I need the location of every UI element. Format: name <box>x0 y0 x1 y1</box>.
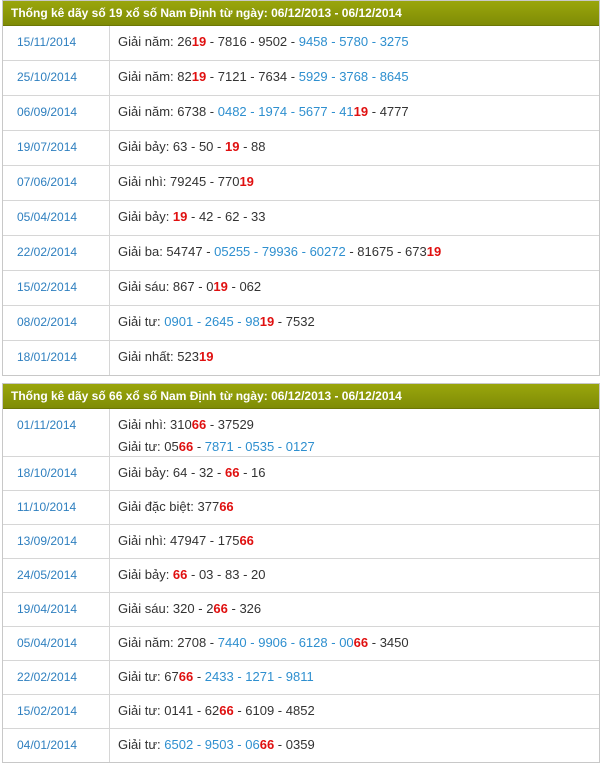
separator: - <box>233 669 246 684</box>
separator: - <box>246 34 259 49</box>
prize-line <box>118 173 599 190</box>
prize-line <box>118 600 599 617</box>
separator: - <box>193 669 205 684</box>
prize-label: Giải bảy: <box>118 209 173 224</box>
table-row <box>3 661 599 695</box>
highlight-match: 19 <box>198 349 214 364</box>
lottery-number <box>173 567 187 582</box>
prize-line <box>118 438 599 455</box>
lottery-number: 47947 <box>170 533 207 548</box>
table-row <box>3 131 599 166</box>
table-row <box>3 695 599 729</box>
separator: - <box>287 635 299 650</box>
lottery-number: 062 <box>239 279 262 294</box>
lottery-number: 31066 <box>170 417 207 432</box>
lottery-number: 4777 <box>379 104 409 119</box>
separator: - <box>239 567 252 582</box>
separator: - <box>213 567 225 582</box>
highlight-match: 19 <box>224 139 240 154</box>
lottery-number: 67319 <box>405 244 442 259</box>
lottery-number: 6109 <box>245 703 275 718</box>
prize-cell <box>110 729 599 762</box>
lottery-number: 6502 <box>164 737 194 752</box>
lottery-number: 0666 <box>245 737 275 752</box>
prize-label: Giải ba: <box>118 244 167 259</box>
prize-cell <box>110 695 599 728</box>
separator: - <box>327 635 340 650</box>
stats-section-66 <box>2 383 600 763</box>
lottery-number: 60272 <box>309 244 346 259</box>
lottery-number: 03 <box>198 567 214 582</box>
lottery-number: 83 <box>224 567 240 582</box>
prize-label: Giải đặc biệt: <box>118 499 198 514</box>
lottery-number: 64 <box>172 465 188 480</box>
lottery-number: 4119 <box>339 104 369 119</box>
lottery-number: 4852 <box>285 703 315 718</box>
separator: - <box>239 209 252 224</box>
highlight-match: 19 <box>191 69 207 84</box>
prize-label: Giải tư: <box>118 669 165 684</box>
table-row <box>3 593 599 627</box>
lottery-number: 33 <box>251 209 266 224</box>
lottery-number: 5929 <box>298 69 328 84</box>
draw-date-link[interactable]: 19/07/2014 <box>3 131 110 165</box>
lottery-number: 0066 <box>339 635 369 650</box>
separator: - <box>246 635 259 650</box>
table-row <box>3 341 599 375</box>
separator: - <box>327 104 340 119</box>
prize-label: Giải bảy: <box>118 567 173 582</box>
table-row <box>3 166 599 201</box>
separator: - <box>327 69 340 84</box>
prize-cell <box>110 627 599 660</box>
separator: - <box>213 465 225 480</box>
separator: - <box>187 209 199 224</box>
lottery-number: 0127 <box>285 439 315 454</box>
highlight-match: 66 <box>213 601 228 616</box>
prize-cell <box>110 96 599 130</box>
draw-date-link[interactable]: 05/04/2014 <box>3 201 110 235</box>
highlight-match: 19 <box>353 104 369 119</box>
lottery-number: 32 <box>198 465 214 480</box>
lottery-number: 88 <box>251 139 266 154</box>
separator: - <box>206 533 218 548</box>
separator: - <box>368 34 380 49</box>
prize-line <box>118 566 599 583</box>
prize-line <box>118 103 599 120</box>
lottery-number: 79245 <box>170 174 207 189</box>
highlight-match: 66 <box>178 669 194 684</box>
table-row <box>3 627 599 661</box>
separator: - <box>202 244 215 259</box>
results-table <box>3 409 599 762</box>
lottery-number: 9458 <box>298 34 328 49</box>
prize-cell <box>110 661 599 694</box>
highlight-match: 66 <box>178 439 194 454</box>
draw-date-link[interactable]: 22/02/2014 <box>3 661 110 694</box>
prize-label: Giải bảy: <box>118 465 173 480</box>
draw-date-link[interactable]: 15/11/2014 <box>3 26 110 60</box>
section-title: Thống kê dãy số 19 xổ số Nam Định từ ngày: 06/12/2013 - 06/12/2014 <box>3 1 599 26</box>
prize-line <box>118 668 599 685</box>
prize-cell <box>110 491 599 524</box>
prize-line <box>118 138 599 155</box>
highlight-match: 66 <box>172 567 188 582</box>
separator: - <box>274 703 286 718</box>
separator: - <box>227 279 240 294</box>
separator: - <box>193 439 205 454</box>
lottery-number: 7871 <box>204 439 234 454</box>
lottery-number: 320 <box>172 601 195 616</box>
prize-line <box>118 498 599 515</box>
lottery-number: 1271 <box>245 669 275 684</box>
highlight-match: 66 <box>224 465 240 480</box>
prize-label: Giải sáu: <box>118 279 173 294</box>
lottery-number: 2645 <box>204 314 234 329</box>
separator: - <box>213 209 225 224</box>
prize-label: Giải nhất: <box>118 349 178 364</box>
prize-line <box>118 416 599 433</box>
lottery-number: 5780 <box>339 34 369 49</box>
prize-line <box>118 464 599 481</box>
lottery-number: 2619 <box>177 34 207 49</box>
lottery-number: 9819 <box>245 314 275 329</box>
prize-label: Giải tư: <box>118 439 165 454</box>
lottery-number: 9906 <box>258 635 288 650</box>
lottery-number: 37766 <box>197 499 234 514</box>
draw-date-link[interactable]: 24/05/2014 <box>3 559 110 592</box>
separator: - <box>187 567 199 582</box>
separator: - <box>274 669 286 684</box>
lottery-number: 5677 <box>298 104 328 119</box>
separator: - <box>287 104 299 119</box>
prize-label: Giải năm: <box>118 635 178 650</box>
lottery-number: 8219 <box>177 69 207 84</box>
prize-line <box>118 208 599 225</box>
separator: - <box>206 104 218 119</box>
prize-label: Giải bảy: <box>118 139 173 154</box>
highlight-match: 66 <box>353 635 369 650</box>
lottery-number: 9811 <box>285 669 314 684</box>
lottery-number: 0566 <box>164 439 194 454</box>
separator: - <box>206 69 218 84</box>
lottery-number <box>225 139 239 154</box>
prize-cell <box>110 457 599 490</box>
separator: - <box>345 244 358 259</box>
separator: - <box>368 635 380 650</box>
separator: - <box>206 417 218 432</box>
lottery-number: 6128 <box>298 635 328 650</box>
lottery-number: 9503 <box>204 737 234 752</box>
lottery-number: 2708 <box>177 635 207 650</box>
separator: - <box>227 601 240 616</box>
prize-label: Giải năm: <box>118 34 178 49</box>
table-row <box>3 409 599 457</box>
table-row <box>3 525 599 559</box>
prize-cell <box>110 26 599 60</box>
lottery-number: 7121 <box>217 69 247 84</box>
table-row <box>3 457 599 491</box>
separator: - <box>206 635 218 650</box>
prize-cell <box>110 61 599 95</box>
separator: - <box>194 601 207 616</box>
prize-label: Giải nhì: <box>118 174 171 189</box>
separator: - <box>213 139 225 154</box>
highlight-match: 66 <box>219 703 234 718</box>
prize-line <box>118 68 599 85</box>
lottery-number: 6766 <box>164 669 194 684</box>
lottery-number: 50 <box>198 139 214 154</box>
separator: - <box>233 703 246 718</box>
separator: - <box>193 314 205 329</box>
lottery-number: 6738 <box>177 104 207 119</box>
separator: - <box>250 244 262 259</box>
draw-date-link[interactable]: 07/06/2014 <box>3 166 110 200</box>
prize-cell <box>110 559 599 592</box>
lottery-number: 54747 <box>166 244 203 259</box>
prize-cell <box>110 306 599 340</box>
lottery-number: 52319 <box>177 349 214 364</box>
draw-date-link[interactable]: 18/10/2014 <box>3 457 110 490</box>
draw-date-link[interactable]: 06/09/2014 <box>3 96 110 130</box>
lottery-number <box>225 465 239 480</box>
separator: - <box>194 279 207 294</box>
table-row <box>3 729 599 762</box>
prize-label: Giải sáu: <box>118 601 173 616</box>
lottery-number: 16 <box>251 465 266 480</box>
draw-date-link[interactable]: 19/04/2014 <box>3 593 110 626</box>
lottery-number: 867 <box>172 279 195 294</box>
prize-cell <box>110 341 599 375</box>
separator: - <box>393 244 406 259</box>
lottery-number: 42 <box>198 209 214 224</box>
prize-line <box>118 243 599 260</box>
lottery-number: 62 <box>224 209 240 224</box>
draw-date-link[interactable]: 01/11/2014 <box>3 409 110 456</box>
highlight-match: 66 <box>219 499 234 514</box>
lottery-number: 20 <box>251 567 266 582</box>
highlight-match: 66 <box>259 737 275 752</box>
prize-cell <box>110 271 599 305</box>
lottery-number: 3275 <box>379 34 409 49</box>
lottery-number: 7634 <box>258 69 288 84</box>
lottery-number: 7440 <box>217 635 247 650</box>
lottery-number: 3768 <box>339 69 369 84</box>
lottery-number: 0482 <box>217 104 247 119</box>
prize-label: Giải tư: <box>118 737 165 752</box>
separator: - <box>274 314 286 329</box>
prize-label: Giải nhì: <box>118 533 171 548</box>
prize-line <box>118 278 599 295</box>
lottery-number: 37529 <box>217 417 254 432</box>
lottery-number <box>173 209 187 224</box>
prize-cell <box>110 593 599 626</box>
separator: - <box>187 465 199 480</box>
separator: - <box>246 104 259 119</box>
lottery-number: 1974 <box>258 104 288 119</box>
table-row <box>3 491 599 525</box>
lottery-number: 17566 <box>217 533 254 548</box>
table-row <box>3 271 599 306</box>
table-row <box>3 96 599 131</box>
highlight-match: 19 <box>191 34 207 49</box>
draw-date-link[interactable]: 15/02/2014 <box>3 695 110 728</box>
draw-date-link[interactable]: 25/10/2014 <box>3 61 110 95</box>
separator: - <box>206 174 218 189</box>
prize-line <box>118 702 599 719</box>
separator: - <box>287 34 299 49</box>
highlight-match: 19 <box>426 244 442 259</box>
prize-line <box>118 634 599 651</box>
separator: - <box>233 314 246 329</box>
lottery-number: 2433 <box>204 669 234 684</box>
lottery-number: 0359 <box>285 737 315 752</box>
prize-line <box>118 33 599 50</box>
draw-date-link[interactable]: 04/01/2014 <box>3 729 110 762</box>
table-row <box>3 559 599 593</box>
table-row <box>3 201 599 236</box>
separator: - <box>368 69 380 84</box>
lottery-number: 77019 <box>217 174 254 189</box>
lottery-number: 8645 <box>379 69 409 84</box>
lottery-number: 7532 <box>285 314 315 329</box>
lottery-number: 0901 <box>164 314 194 329</box>
prize-cell <box>110 201 599 235</box>
prize-cell <box>110 236 599 270</box>
highlight-match: 66 <box>239 533 254 548</box>
section-title: Thống kê dãy số 66 xổ số Nam Định từ ngày: 06/12/2013 - 06/12/2014 <box>3 384 599 409</box>
results-table <box>3 26 599 375</box>
lottery-number: 019 <box>206 279 228 294</box>
prize-cell <box>110 409 599 456</box>
draw-date-link[interactable]: 15/02/2014 <box>3 271 110 305</box>
separator: - <box>274 439 286 454</box>
table-row <box>3 236 599 271</box>
lottery-number: 6266 <box>204 703 234 718</box>
separator: - <box>187 139 199 154</box>
draw-date-link[interactable]: 08/02/2014 <box>3 306 110 340</box>
separator: - <box>233 439 246 454</box>
table-row <box>3 306 599 341</box>
separator: - <box>298 244 310 259</box>
highlight-match: 19 <box>259 314 275 329</box>
draw-date-link[interactable]: 13/09/2014 <box>3 525 110 558</box>
lottery-number: 266 <box>206 601 228 616</box>
separator: - <box>239 139 252 154</box>
stats-section-19 <box>2 0 600 376</box>
lottery-number: 79936 <box>261 244 299 259</box>
prize-line <box>118 313 599 330</box>
prize-label: Giải nhì: <box>118 417 171 432</box>
lottery-number: 05255 <box>214 244 251 259</box>
separator: - <box>287 69 299 84</box>
prize-line <box>118 736 599 753</box>
highlight-match: 19 <box>213 279 228 294</box>
prize-cell <box>110 166 599 200</box>
draw-date-link[interactable]: 05/04/2014 <box>3 627 110 660</box>
prize-cell <box>110 131 599 165</box>
highlight-match: 19 <box>172 209 188 224</box>
separator: - <box>327 34 340 49</box>
lottery-number: 63 <box>172 139 188 154</box>
separator: - <box>233 737 246 752</box>
separator: - <box>193 703 205 718</box>
separator: - <box>368 104 380 119</box>
separator: - <box>193 737 205 752</box>
table-row <box>3 61 599 96</box>
prize-line <box>118 532 599 549</box>
separator: - <box>246 69 259 84</box>
prize-cell <box>110 525 599 558</box>
lottery-number: 9502 <box>258 34 288 49</box>
prize-line <box>118 348 599 365</box>
prize-label: Giải năm: <box>118 104 178 119</box>
highlight-match: 19 <box>239 174 254 189</box>
highlight-match: 66 <box>191 417 207 432</box>
lottery-number: 3450 <box>379 635 409 650</box>
separator: - <box>206 34 218 49</box>
separator: - <box>239 465 252 480</box>
table-row <box>3 26 599 61</box>
draw-date-link[interactable]: 11/10/2014 <box>3 491 110 524</box>
prize-label: Giải năm: <box>118 69 178 84</box>
separator: - <box>274 737 286 752</box>
prize-label: Giải tư: <box>118 314 165 329</box>
lottery-number: 7816 <box>217 34 247 49</box>
prize-label: Giải tư: <box>118 703 165 718</box>
draw-date-link[interactable]: 22/02/2014 <box>3 236 110 270</box>
lottery-number: 326 <box>239 601 262 616</box>
lottery-number: 0535 <box>245 439 275 454</box>
lottery-number: 0141 <box>164 703 194 718</box>
draw-date-link[interactable]: 18/01/2014 <box>3 341 110 375</box>
lottery-number: 81675 <box>357 244 394 259</box>
